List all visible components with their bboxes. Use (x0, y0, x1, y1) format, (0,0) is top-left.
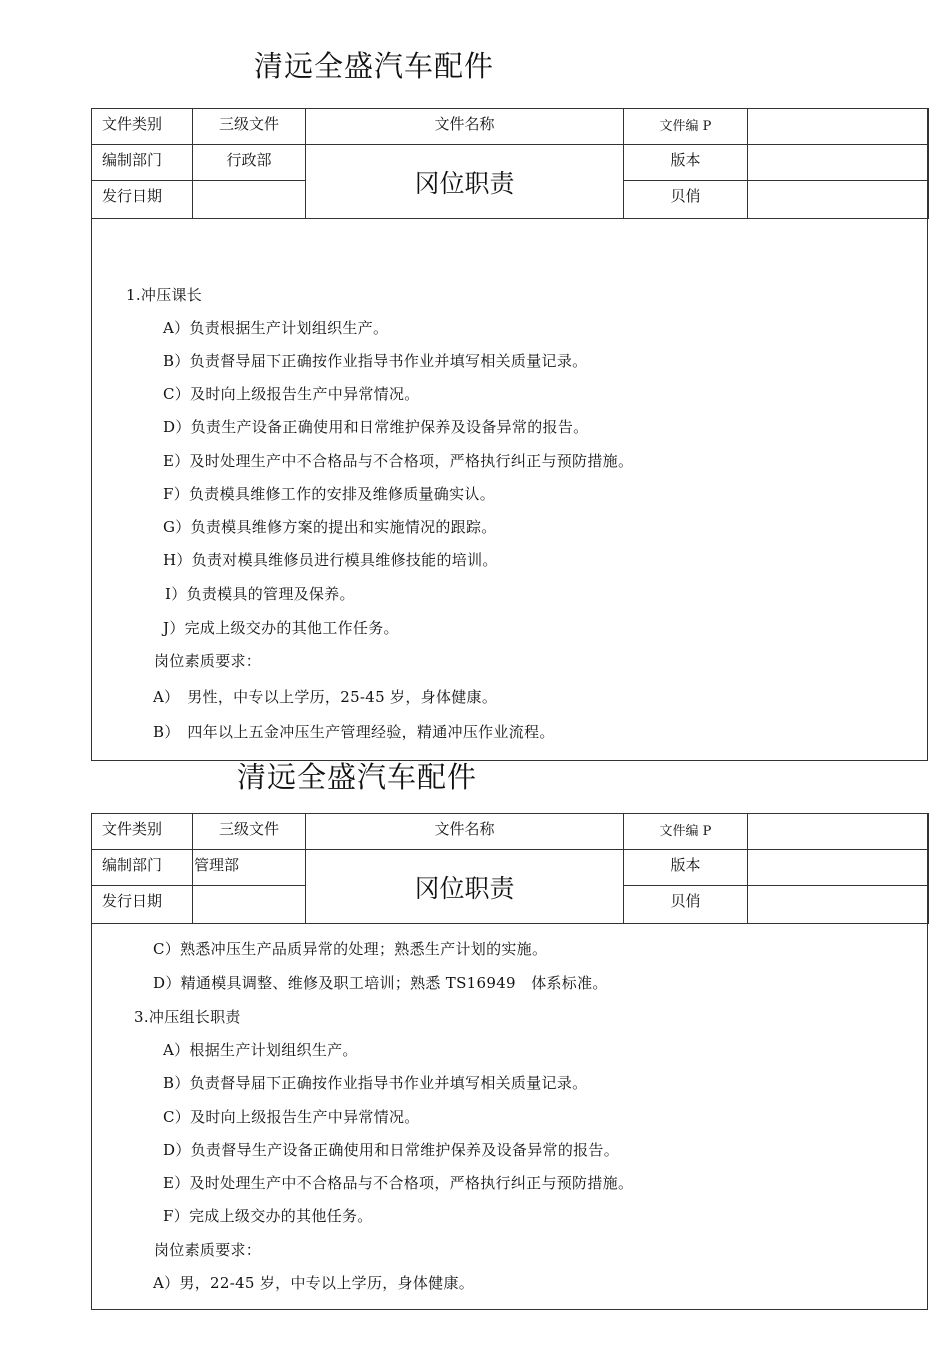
duty-item: E）及时处理生产中不合格品与不合格项，严格执行纠正与预防措施。 (163, 452, 634, 470)
duty-item: D）负责督导生产设备正确使用和日常维护保养及设备异常的报告。 (163, 1141, 620, 1159)
requirement-item: B） 四年以上五金冲压生产管理经验，精通冲压作业流程。 (153, 723, 555, 741)
doc-name-label: 文件名称 (306, 109, 624, 145)
section-heading: 3.冲压组长职责 (134, 1008, 241, 1026)
duty-item: G）负责模具维修方案的提出和实施情况的跟踪。 (163, 518, 497, 536)
requirements-heading: 岗位素质要求： (154, 1241, 262, 1259)
company-title: 清远全盛汽车配件 (254, 49, 495, 83)
header-table (91, 813, 929, 924)
version-value (748, 145, 929, 181)
dept-label: 编制部门 (92, 145, 193, 181)
requirement-item: C）熟悉冲压生产品质异常的处理；熟悉生产计划的实施。 (153, 940, 548, 958)
version-label: 版本 (624, 850, 748, 886)
doc-type-label: 文件类别 (92, 109, 193, 145)
doc-no-label: 文件编 P (624, 814, 748, 850)
doc-no-value (748, 109, 929, 145)
date-value (193, 886, 306, 924)
section-heading: 1.冲压课长 (126, 286, 203, 304)
doc-type-value: 三级文件 (193, 814, 306, 850)
date-label: 发行日期 (92, 886, 193, 924)
duty-item: B）负责督导届下正确按作业指导书作业并填写相关质量记录。 (163, 352, 588, 370)
company-title: 清远全盛汽车配件 (237, 760, 478, 794)
requirement-item: D）精通模具调整、维修及职工培训；熟悉 TS16949 体系标准。 (153, 974, 608, 992)
duty-item: H）负责对模具维修员进行模具维修技能的培训。 (163, 551, 498, 569)
requirement-item: A）男，22-45 岁，中专以上学历，身体健康。 (153, 1274, 475, 1292)
duty-item: I）负责模具的管理及保养。 (165, 585, 355, 603)
doc-no-value (748, 814, 929, 850)
duty-item: E）及时处理生产中不合格品与不合格项，严格执行纠正与预防措施。 (163, 1174, 634, 1192)
doc-title: 冈位职责 (306, 850, 624, 924)
requirements-heading: 岗位素质要求： (154, 652, 262, 670)
duty-item: D）负责生产设备正确使用和日常维护保养及设备异常的报告。 (163, 418, 589, 436)
duty-item: C）及时向上级报告生产中异常情况。 (163, 385, 420, 403)
version-value (748, 850, 929, 886)
header-table (91, 108, 929, 219)
duty-item: F）负责模具维修工作的安排及维修质量确实认。 (163, 485, 496, 503)
page-value (748, 181, 929, 219)
duty-item: J）完成上级交办的其他工作任务。 (163, 619, 399, 637)
duty-item: A）负责根据生产计划组织生产。 (163, 319, 389, 337)
dept-value: 行政部 (193, 145, 306, 181)
requirement-item: A） 男性，中专以上学历，25-45 岁，身体健康。 (153, 688, 498, 706)
duty-item: B）负责督导届下正确按作业指导书作业并填写相关质量记录。 (163, 1074, 588, 1092)
page-value (748, 886, 929, 924)
dept-label: 编制部门 (92, 850, 193, 886)
doc-title: 冈位职责 (306, 145, 624, 219)
doc-type-label: 文件类别 (92, 814, 193, 850)
duty-item: A）根据生产计划组织生产。 (163, 1041, 358, 1059)
dept-value: 管理部 (193, 850, 306, 886)
duty-item: C）及时向上级报告生产中异常情况。 (163, 1108, 420, 1126)
doc-name-label: 文件名称 (306, 814, 624, 850)
doc-no-label: 文件编 P (624, 109, 748, 145)
doc-type-value: 三级文件 (193, 109, 306, 145)
page-label: 贝俏 (624, 181, 748, 219)
version-label: 版本 (624, 145, 748, 181)
date-value (193, 181, 306, 219)
date-label: 发行日期 (92, 181, 193, 219)
duty-item: F）完成上级交办的其他任务。 (163, 1207, 373, 1225)
page-label: 贝俏 (624, 886, 748, 924)
